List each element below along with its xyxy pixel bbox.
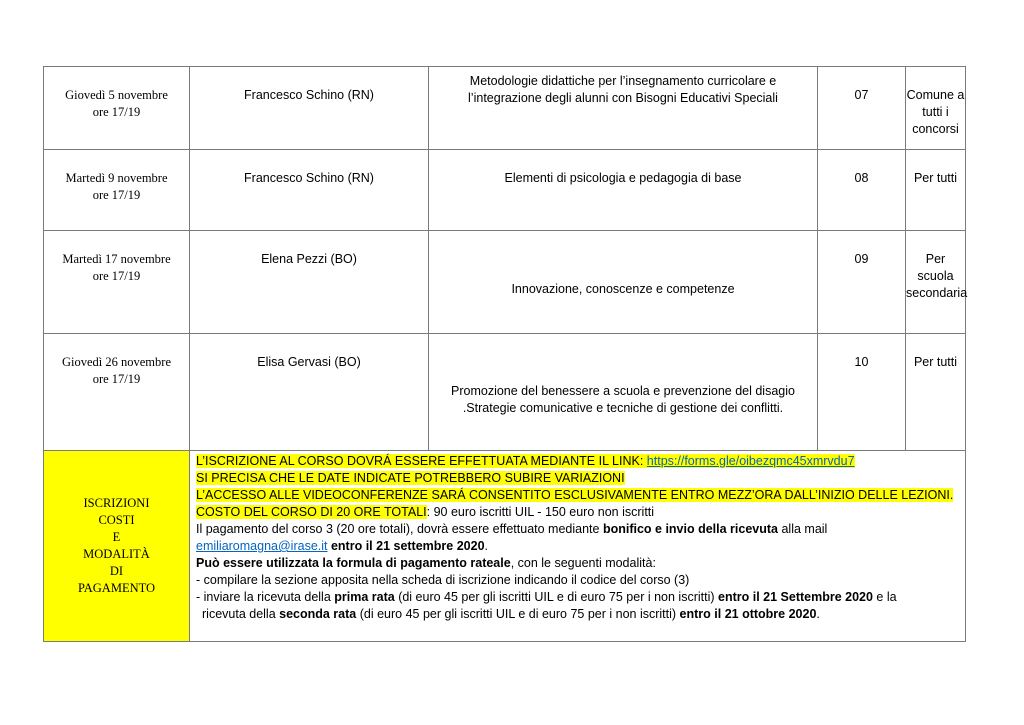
lesson-number-cell: 10 <box>818 334 906 451</box>
teacher-cell: Francesco Schino (RN) <box>190 67 429 150</box>
installment-step-2-continued: ricevuta della seconda rata (di euro 45 per gli iscritti UIL e di euro 75 per i non iscritti) entro il 21 ottobre 2020. <box>202 607 820 621</box>
dates-notice-line: SI PRECISA CHE LE DATE INDICATE POTREBBERO SUBIRE VARIAZIONI <box>196 471 625 485</box>
registration-form-link[interactable]: https://forms.gle/oibezqmc45xmrvdu7 <box>646 454 855 468</box>
teacher-cell: Francesco Schino (RN) <box>190 150 429 231</box>
table-row <box>44 67 966 150</box>
installment-intro-line: Può essere utilizzata la formula di pagamento rateale, con le seguenti modalità: <box>196 556 656 570</box>
teacher-cell: Elisa Gervasi (BO) <box>190 334 429 451</box>
course-schedule-table <box>43 66 966 642</box>
lesson-number-cell: 08 <box>818 150 906 231</box>
target-cell: Per scuola secondaria <box>906 231 966 334</box>
date-cell: Giovedì 5 novembre ore 17/19 <box>44 67 190 150</box>
table-row <box>44 451 966 642</box>
installment-step-2: - inviare la ricevuta della prima rata (di euro 45 per gli iscritti UIL e di euro 75 per i non iscritti) entro il 21 Settembre 2020 e la <box>196 590 897 604</box>
course-cost-line: COSTO DEL CORSO DI 20 ORE TOTALI: 90 euro iscritti UIL - 150 euro non iscritti <box>196 505 655 519</box>
date-cell: Martedì 9 novembre ore 17/19 <box>44 150 190 231</box>
topic-cell: Promozione del benessere a scuola e prevenzione del disagio .Strategie comunicative e tecniche di gestione dei conflitti. <box>429 334 818 451</box>
videoconference-notice-line: L’ACCESSO ALLE VIDEOCONFERENZE SARÁ CONSENTITO ESCLUSIVAMENTE ENTRO MEZZ’ORA DALL’INIZIO DELLE LEZIONI. <box>196 488 954 502</box>
target-cell: Per tutti <box>906 150 966 231</box>
table-row <box>44 231 966 334</box>
registration-info-cell <box>190 451 966 642</box>
lesson-number-cell: 09 <box>818 231 906 334</box>
topic-cell: Elementi di psicologia e pedagogia di base <box>429 150 818 231</box>
target-cell: Per tutti <box>906 334 966 451</box>
topic-cell: Innovazione, conoscenze e competenze <box>429 231 818 334</box>
registration-label-cell: ISCRIZIONI COSTI E MODALITÀ DI PAGAMENTO <box>44 451 190 642</box>
topic-cell: Metodologie didattiche per l’insegnamento curricolare e l’integrazione degli alunni con Bisogni Educativi Speciali <box>429 67 818 150</box>
date-cell: Giovedì 26 novembre ore 17/19 <box>44 334 190 451</box>
payment-method-line: Il pagamento del corso 3 (20 ore totali), dovrà essere effettuato mediante bonifico e invio della ricevuta alla mail <box>196 522 828 536</box>
payment-deadline-line: emiliaromagna@irase.it entro il 21 settembre 2020. <box>196 539 489 553</box>
registration-link-line: L’ISCRIZIONE AL CORSO DOVRÁ ESSERE EFFETTUATA MEDIANTE IL LINK: https://forms.gle/oibezqmc45xmrvdu7 <box>196 454 855 468</box>
email-link[interactable]: emiliaromagna@irase.it <box>196 539 328 553</box>
lesson-number-cell: 07 <box>818 67 906 150</box>
installment-step-1: - compilare la sezione apposita nella scheda di iscrizione indicando il codice del corso (3) <box>196 573 690 587</box>
date-cell: Martedì 17 novembre ore 17/19 <box>44 231 190 334</box>
target-cell: Comune a tutti i concorsi <box>906 67 966 150</box>
table-row <box>44 334 966 451</box>
teacher-cell: Elena Pezzi (BO) <box>190 231 429 334</box>
table-row <box>44 150 966 231</box>
